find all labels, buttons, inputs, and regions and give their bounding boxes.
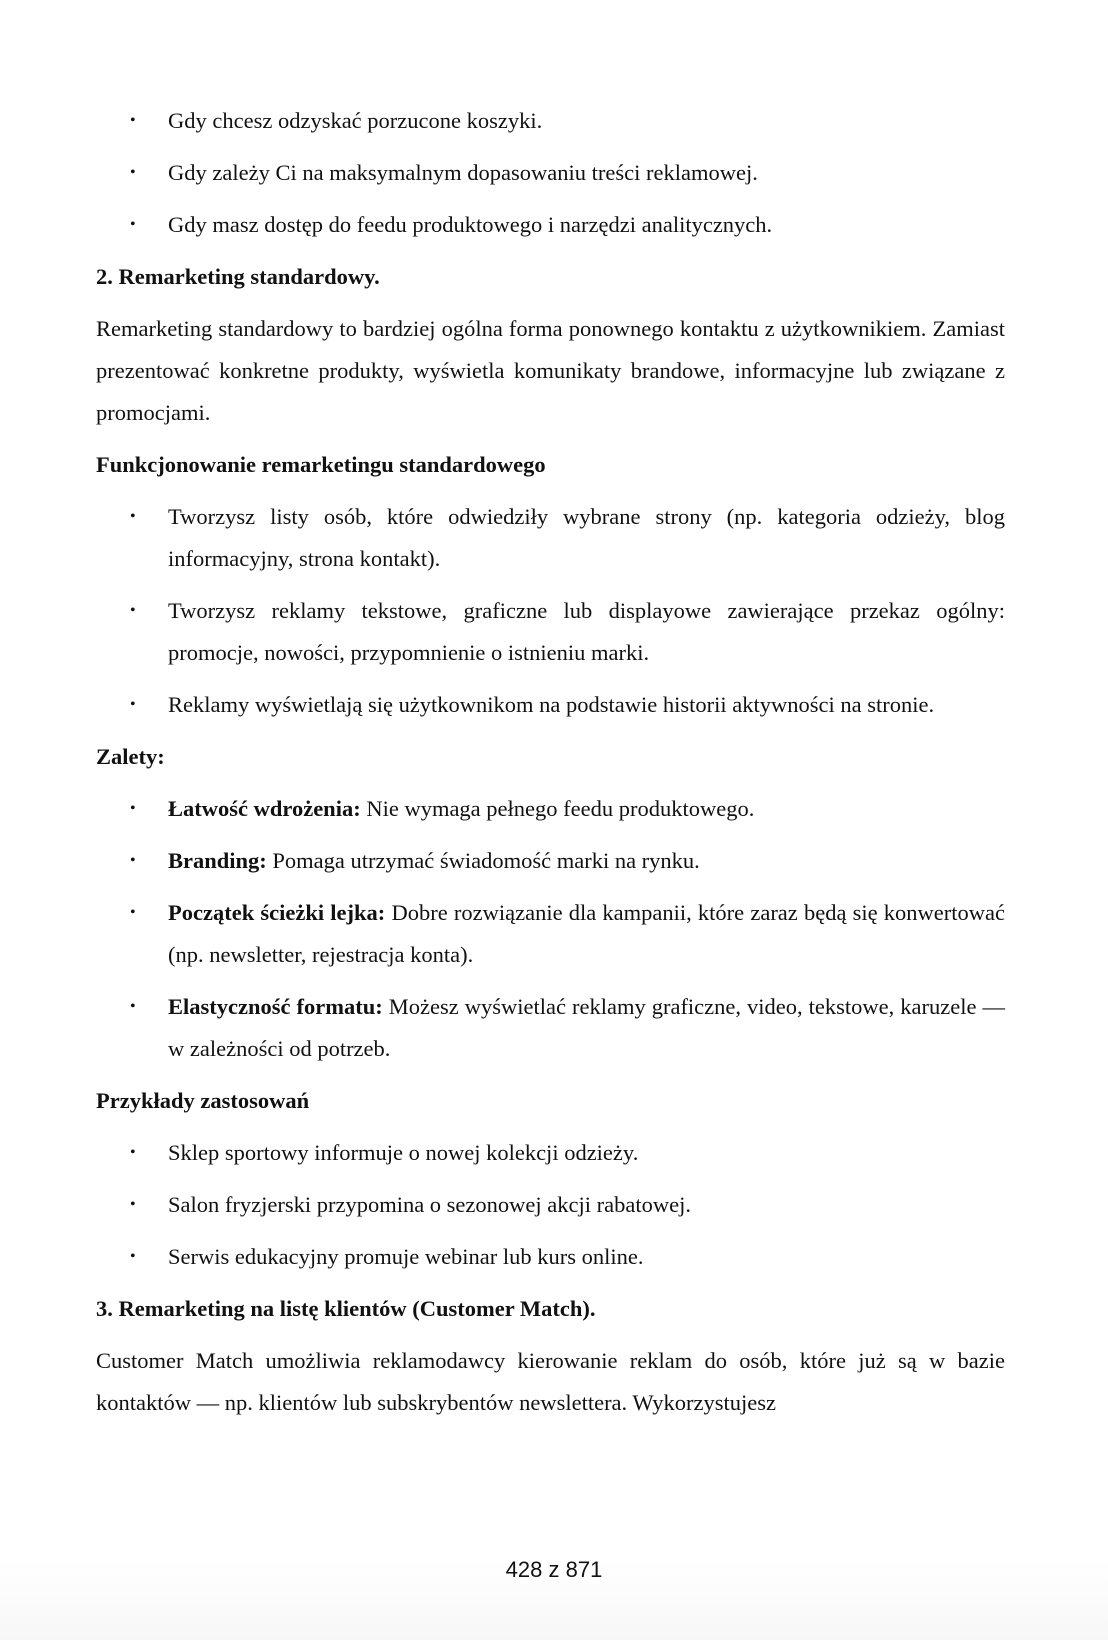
paragraph-customer-match-intro: Customer Match umożliwia reklamodawcy kierowanie reklam do osób, które już są w bazie kontaktów — np. klientów lub subskrybentów newslettera. Wykorzystujesz — [96, 1348, 1005, 1415]
section-heading-customer-match: 3. Remarketing na listę klientów (Customer Match). — [96, 1296, 596, 1321]
bullet-list-when-to-use — [96, 100, 1005, 246]
bullet-icon: • — [130, 998, 136, 1015]
subheading-advantages: Zalety: — [96, 744, 165, 769]
list-item: • Sklep sportowy informuje o nowej kolekcji odzieży. — [96, 1132, 1005, 1174]
advantage-label: Branding: — [168, 848, 267, 873]
bullet-icon: • — [130, 602, 136, 619]
list-item: • Gdy zależy Ci na maksymalnym dopasowaniu treści reklamowej. — [96, 152, 1005, 194]
bullet-icon: • — [130, 508, 136, 525]
bullet-icon: • — [130, 696, 136, 713]
bullet-list-examples — [96, 1132, 1005, 1278]
bullet-icon: • — [130, 852, 136, 869]
list-item: • Gdy chcesz odzyskać porzucone koszyki. — [96, 100, 1005, 142]
list-item: • Serwis edukacyjny promuje webinar lub kurs online. — [96, 1236, 1005, 1278]
subheading-examples: Przykłady zastosowań — [96, 1088, 310, 1113]
bullet-icon: • — [130, 1144, 136, 1161]
list-item: • Gdy masz dostęp do feedu produktowego i narzędzi analitycznych. — [96, 204, 1005, 246]
list-item: • Branding: Pomaga utrzymać świadomość marki na rynku. — [96, 840, 1005, 882]
bullet-icon: • — [130, 112, 136, 129]
page-number: 428 z 871 — [505, 1557, 603, 1582]
paragraph-standard-remarketing-intro: Remarketing standardowy to bardziej ogólna forma ponownego kontaktu z użytkownikiem. Zamiast prezentować konkretne produkty, wyświetla komunikaty brandowe, informacyjne lub związane z promocjami. — [96, 316, 1005, 425]
advantage-label: Łatwość wdrożenia: — [168, 796, 361, 821]
list-item: • Łatwość wdrożenia: Nie wymaga pełnego feedu produktowego. — [96, 788, 1005, 830]
bullet-list-functioning — [96, 496, 1005, 726]
document-page — [96, 100, 1005, 1434]
list-item: • Reklamy wyświetlają się użytkownikom na podstawie historii aktywności na stronie. — [96, 684, 1005, 726]
list-item: • Tworzysz reklamy tekstowe, graficzne lub displayowe zawierające przekaz ogólny: promocje, nowości, przypomnienie o istnieniu marki. — [96, 590, 1005, 674]
bullet-icon: • — [130, 1248, 136, 1265]
bullet-icon: • — [130, 800, 136, 817]
list-item: • Początek ścieżki lejka: Dobre rozwiązanie dla kampanii, które zaraz będą się konwertować (np. newsletter, rejestracja konta). — [96, 892, 1005, 976]
list-item: • Tworzysz listy osób, które odwiedziły wybrane strony (np. kategoria odzieży, blog informacyjny, strona kontakt). — [96, 496, 1005, 580]
advantage-label: Elastyczność formatu: — [168, 994, 383, 1019]
section-heading-standard-remarketing: 2. Remarketing standardowy. — [96, 264, 380, 289]
advantage-label: Początek ścieżki lejka: — [168, 900, 386, 925]
bullet-icon: • — [130, 1196, 136, 1213]
bullet-list-advantages — [96, 788, 1005, 1070]
list-item: • Elastyczność formatu: Możesz wyświetlać reklamy graficzne, video, tekstowe, karuzele — w zależności od potrzeb. — [96, 986, 1005, 1070]
bullet-icon: • — [130, 904, 136, 921]
bullet-icon: • — [130, 164, 136, 181]
bullet-icon: • — [130, 216, 136, 233]
list-item: • Salon fryzjerski przypomina o sezonowej akcji rabatowej. — [96, 1184, 1005, 1226]
subheading-functioning: Funkcjonowanie remarketingu standardowego — [96, 452, 546, 477]
